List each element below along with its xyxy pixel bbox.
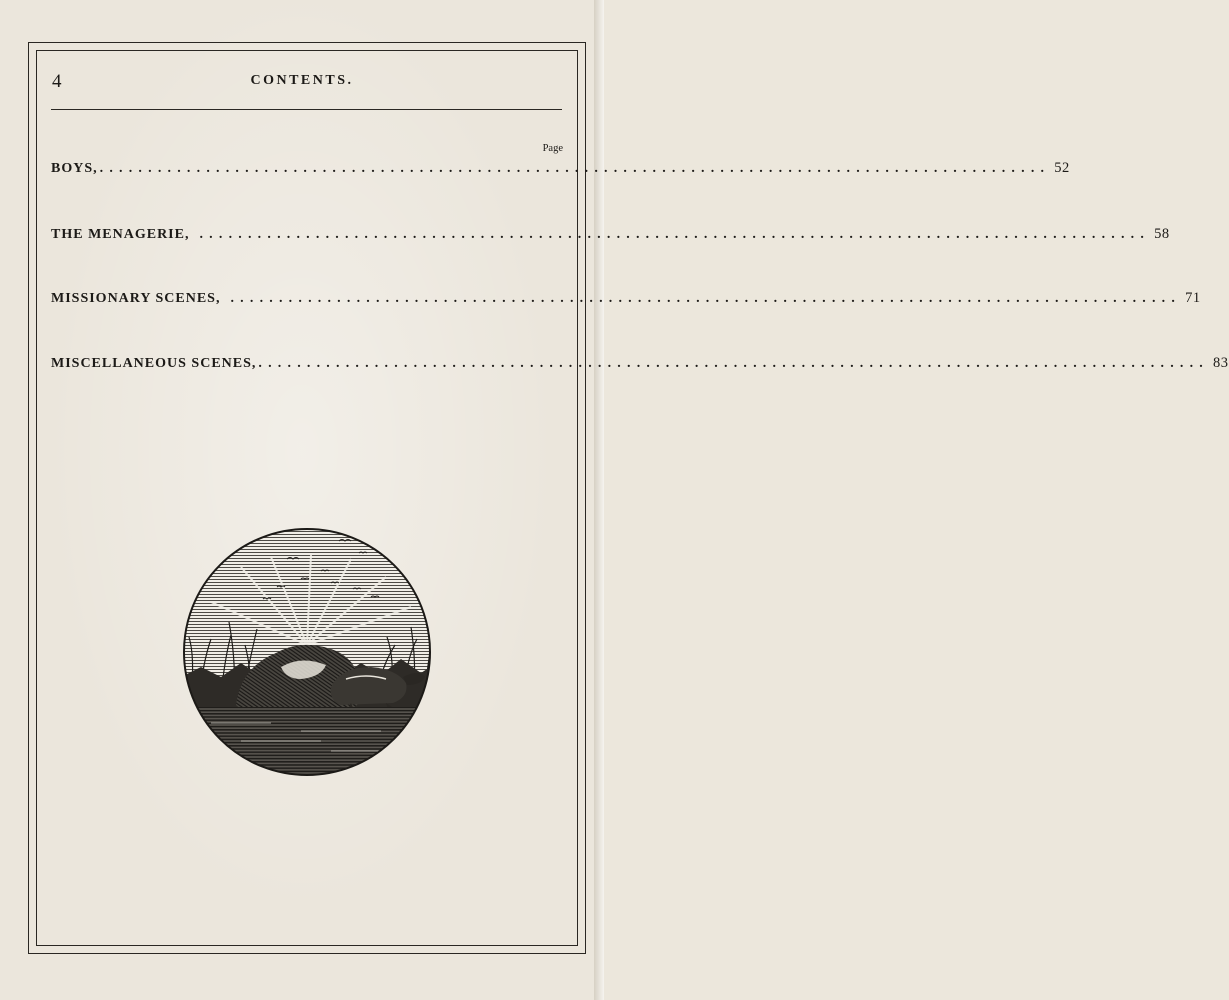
toc-entry-missionary-scenes xyxy=(51,290,1201,307)
page-column-label: Page xyxy=(542,143,563,154)
page-number: 4 xyxy=(52,71,62,92)
toc-entry-title: MISCELLANEOUS SCENES, xyxy=(51,356,257,371)
page-edge xyxy=(594,0,604,1000)
toc-entry-page: 52 xyxy=(1054,160,1070,176)
dot-leader: .................................................................................................. xyxy=(199,227,1151,242)
toc-entry-page: 58 xyxy=(1154,226,1170,242)
toc-entry-boys xyxy=(51,160,1070,177)
toc-entry-page: 71 xyxy=(1185,290,1201,306)
toc-entry-title: BOYS, xyxy=(51,161,98,176)
running-head: CONTENTS. xyxy=(250,73,354,88)
toc-entry-title: THE MENAGERIE, xyxy=(51,227,190,242)
engraved-vignette-turtle-image xyxy=(181,527,433,777)
dot-leader: .................................................................................................. xyxy=(258,356,1209,371)
inner-border xyxy=(36,50,578,946)
dot-leader: .................................................................................................. xyxy=(99,161,1051,176)
toc-entry-the-menagerie xyxy=(51,226,1170,243)
toc-entry-title: MISSIONARY SCENES, xyxy=(51,291,221,306)
toc-entry-miscellaneous-scenes xyxy=(51,355,1229,372)
dot-leader: .................................................................................................. xyxy=(230,291,1182,306)
header-rule xyxy=(51,109,562,110)
toc-entry-page: 83 xyxy=(1213,355,1229,371)
